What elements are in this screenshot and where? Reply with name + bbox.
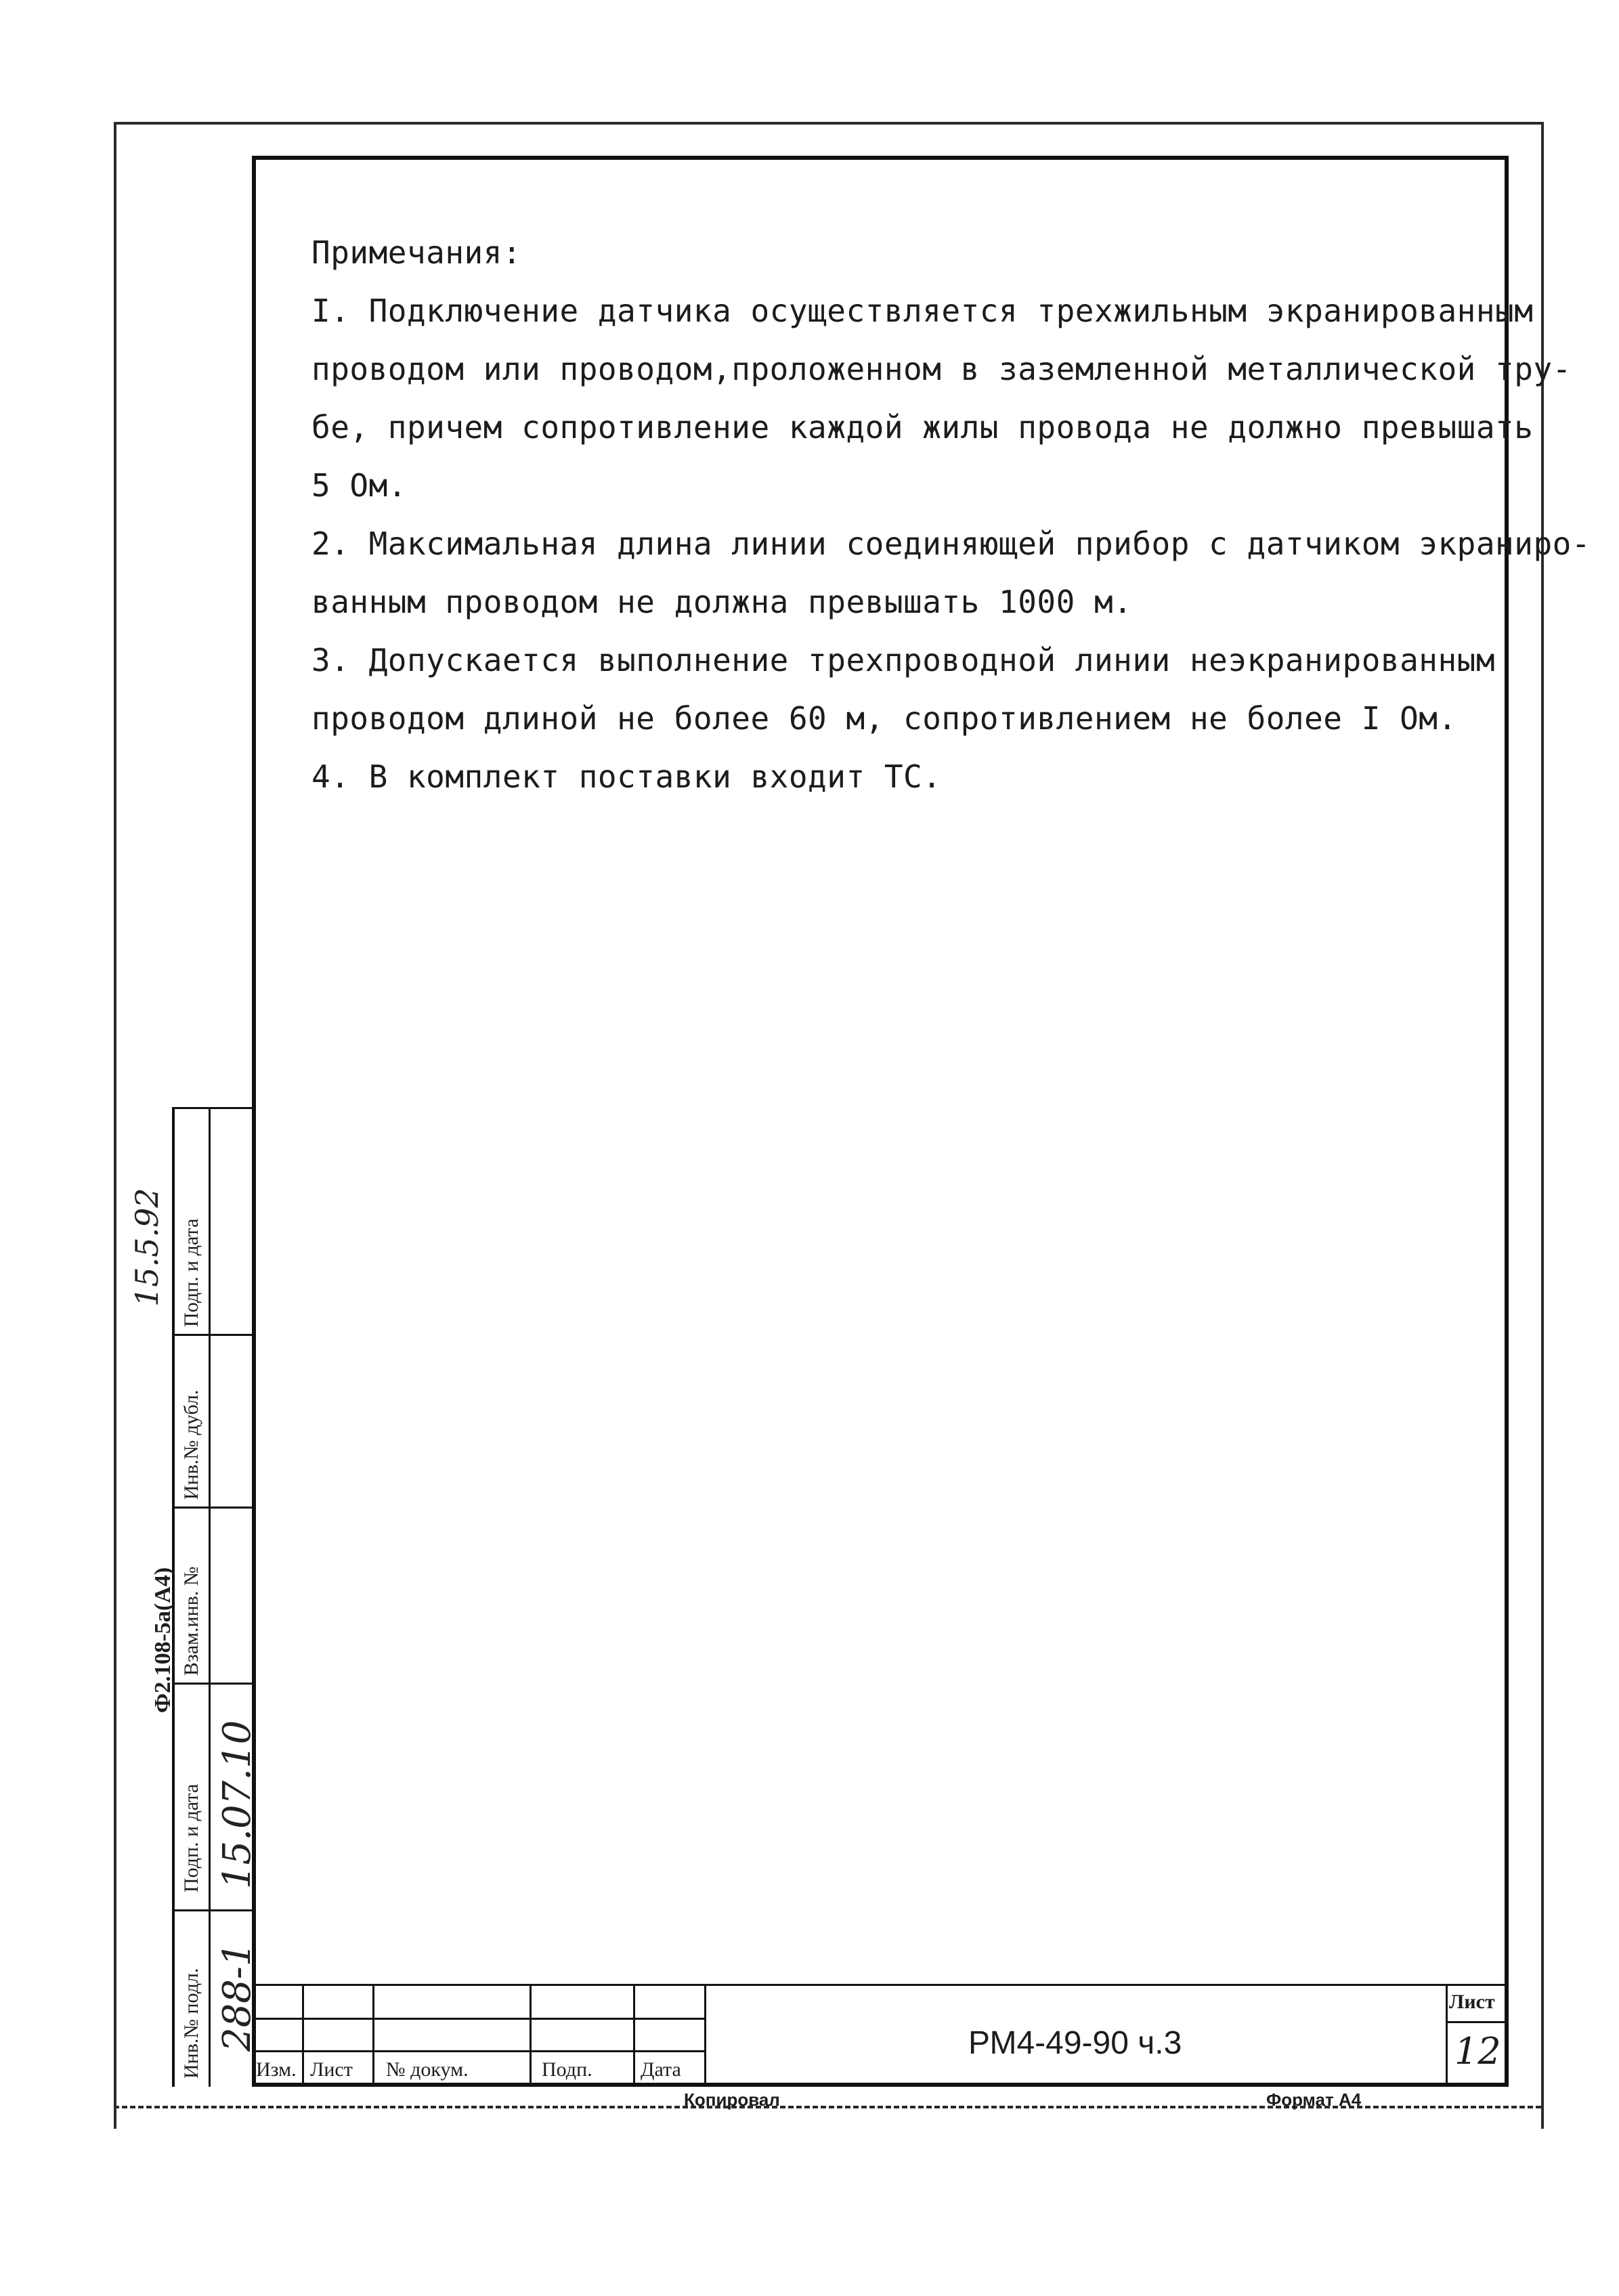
handwritten-date: 15.07.10 [215, 1720, 259, 1889]
col-label-list: Лист [310, 2058, 353, 2081]
title-block-col-line [633, 1984, 635, 2087]
side-label-podp-data-2: Подп. и дата [180, 1218, 202, 1327]
side-stamp-row-line [172, 1507, 255, 1509]
title-block-top-line [252, 1984, 1509, 1986]
title-block-col-line [1446, 1984, 1448, 2087]
note-line: 5 Ом. [311, 467, 407, 504]
note-line: бе, причем сопротивление каждой жилы провода не должно превышать [311, 409, 1534, 446]
col-label-podp: Подп. [542, 2058, 592, 2081]
col-label-doc-number: № докум. [386, 2058, 469, 2081]
sheet-label: Лист [1449, 1991, 1495, 2013]
notes-section [311, 223, 1591, 806]
col-label-date: Дата [641, 2058, 681, 2081]
handwritten-inv-number: 288-1 [215, 1942, 259, 2052]
side-stamp-row-line [172, 1334, 255, 1336]
side-stamp-divider [209, 1107, 211, 2087]
title-block-col-line [372, 1984, 374, 2087]
side-label-inv-dubl: Инв.№ дубл. [180, 1389, 202, 1500]
title-block-row-line [252, 2018, 706, 2020]
note-line: проводом или проводом,проложенном в заземленной металлической тру- [311, 351, 1572, 387]
handwritten-signature-date: 15.5.92 [129, 1188, 165, 1307]
note-line: проводом длиной не более 60 м, сопротивлением не более I Ом. [311, 700, 1457, 737]
title-block-col-line [704, 1984, 706, 2087]
side-label-podp-data: Подп. и дата [180, 1783, 202, 1892]
title-block-col-line [302, 1984, 304, 2087]
title-block-col-line [530, 1984, 532, 2087]
note-line: ванным проводом не должна превышать 1000 м. [311, 584, 1133, 620]
side-stamp-row-line [172, 1909, 255, 1911]
footer-copied: Копировал [684, 2089, 780, 2110]
note-line: 4. В комплект поставки входит ТС. [311, 758, 942, 795]
sheet-cell-line [1446, 2021, 1509, 2023]
document-code: РМ4-49-90 ч.3 [968, 2025, 1182, 2061]
side-label-inv-podl: Инв.№ подл. [180, 1968, 202, 2079]
side-stamp-row-line [172, 1107, 255, 1109]
form-code: Ф2.108-5а(А4) [150, 1567, 175, 1713]
notes-heading: Примечания: [311, 234, 522, 271]
footer-format: Формат А4 [1266, 2089, 1362, 2110]
note-line: 3. Допускается выполнение трехпроводной линии неэкранированным [311, 642, 1496, 678]
note-line: I. Подключение датчика осуществляется трехжильным экранированным [311, 293, 1534, 329]
title-block-row-line [252, 2050, 706, 2052]
sheet-number: 12 [1454, 2030, 1501, 2073]
side-label-vzam-inv: Взам.инв. № [180, 1566, 202, 1676]
side-stamp-row-line [172, 1683, 255, 1685]
note-line: 2. Максимальная длина линии соединяющей прибор с датчиком экраниро- [311, 525, 1591, 562]
col-label-izm: Изм. [256, 2058, 297, 2081]
